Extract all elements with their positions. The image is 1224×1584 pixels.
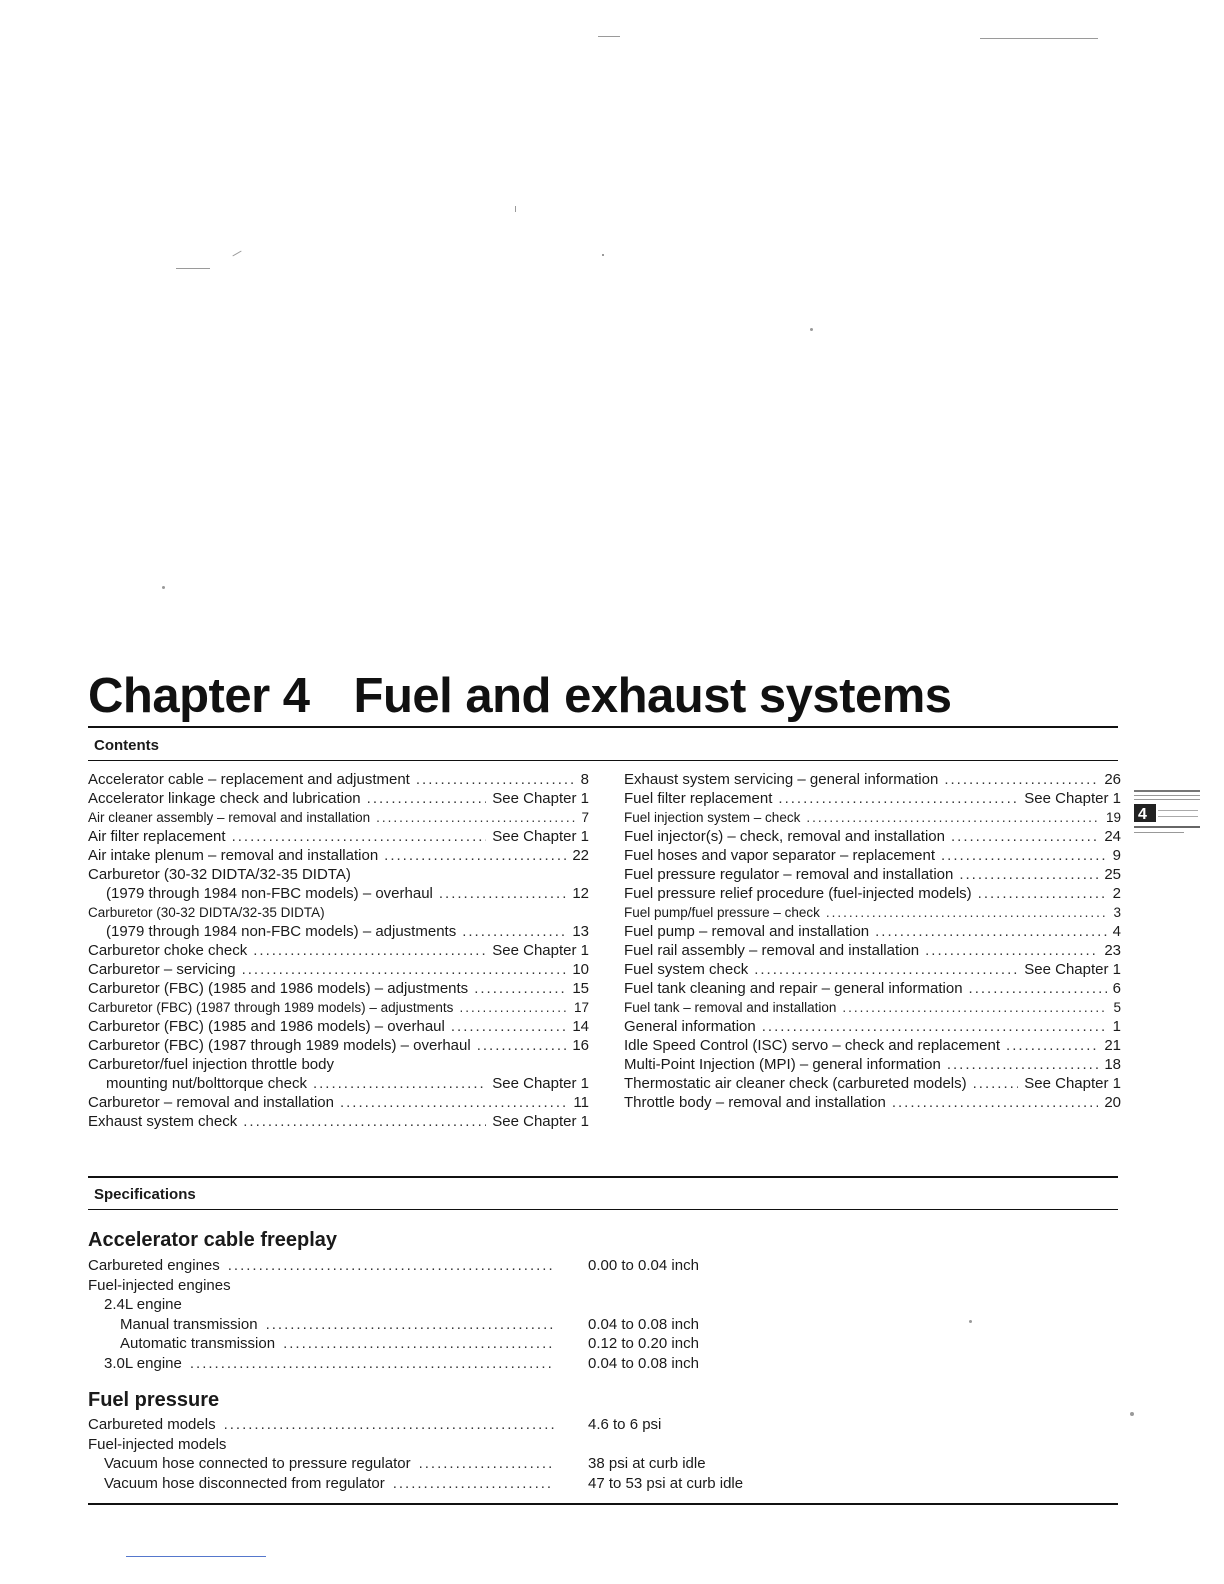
spec-row: Fuel-injected engines bbox=[88, 1276, 231, 1294]
specs-bottom-rule bbox=[88, 1503, 1118, 1505]
spec-row: Fuel-injected models bbox=[88, 1435, 227, 1453]
chapter-tab-number: 4 bbox=[1138, 806, 1147, 823]
toc-entry: Carburetor choke check ..... See Chapter 1 bbox=[88, 941, 589, 960]
toc-entry: Carburetor – removal and installation ..... 11 bbox=[88, 1093, 589, 1112]
scan-artifact bbox=[1130, 1412, 1134, 1416]
toc-entry: Fuel pressure regulator – removal and installation ..... 25 bbox=[624, 865, 1121, 884]
toc-entry: Fuel system check ..... See Chapter 1 bbox=[624, 960, 1121, 979]
scan-artifact bbox=[980, 38, 1098, 39]
fuel-pressure-spec-table bbox=[88, 1415, 788, 1493]
toc-entry: Accelerator linkage check and lubrication ..... See Chapter 1 bbox=[88, 789, 589, 808]
toc-entry: Carburetor (30-32 DIDTA/32-35 DIDTA) bbox=[88, 866, 351, 883]
toc-entry: Exhaust system servicing – general information ..... 26 bbox=[624, 770, 1121, 789]
accelerator-heading: Accelerator cable freeplay bbox=[88, 1229, 338, 1251]
toc-entry: Idle Speed Control (ISC) servo – check and replacement ..... 21 bbox=[624, 1036, 1121, 1055]
toc-entry: Carburetor/fuel injection throttle body bbox=[88, 1056, 334, 1073]
contents-label: Contents bbox=[94, 737, 159, 754]
toc-entry: Carburetor – servicing ..... 10 bbox=[88, 960, 589, 979]
scan-artifact bbox=[232, 251, 241, 257]
toc-entry: Fuel filter replacement ..... See Chapter 1 bbox=[624, 789, 1121, 808]
chapter-tab-marker bbox=[1134, 790, 1200, 840]
toc-entry: Air cleaner assembly – removal and installation ..... 7 bbox=[88, 808, 589, 827]
toc-entry: Fuel tank – removal and installation ..... 5 bbox=[624, 998, 1121, 1017]
toc-entry: Fuel pump – removal and installation ..... 4 bbox=[624, 922, 1121, 941]
spec-row: Vacuum hose connected to pressure regulator ..... 38 psi at curb idle bbox=[88, 1454, 788, 1474]
spec-row: Carbureted engines ..... 0.00 to 0.04 inch bbox=[88, 1256, 788, 1276]
toc-entry: Fuel rail assembly – removal and installation ..... 23 bbox=[624, 941, 1121, 960]
toc-entry: Carburetor (FBC) (1985 and 1986 models) – adjustments ..... 15 bbox=[88, 979, 589, 998]
contents-rule bbox=[88, 760, 1118, 761]
toc-entry: Fuel hoses and vapor separator – replacement ..... 9 bbox=[624, 846, 1121, 865]
chapter-number: Chapter 4 bbox=[88, 669, 310, 723]
spec-row: Manual transmission ..... 0.04 to 0.08 inch bbox=[88, 1315, 788, 1335]
scan-artifact bbox=[810, 328, 813, 331]
toc-entry: (1979 through 1984 non-FBC models) – overhaul ..... 12 bbox=[88, 884, 589, 903]
toc-entry: Carburetor (FBC) (1985 and 1986 models) – overhaul ..... 14 bbox=[88, 1017, 589, 1036]
toc-entry: Exhaust system check ..... See Chapter 1 bbox=[88, 1112, 589, 1131]
spec-row: Vacuum hose disconnected from regulator ..... 47 to 53 psi at curb idle bbox=[88, 1474, 788, 1494]
toc-entry: Fuel injection system – check ..... 19 bbox=[624, 808, 1121, 827]
specs-top-rule bbox=[88, 1176, 1118, 1178]
toc-entry: Thermostatic air cleaner check (carbureted models) ..... See Chapter 1 bbox=[624, 1074, 1121, 1093]
toc-entry: Throttle body – removal and installation ..... 20 bbox=[624, 1093, 1121, 1112]
toc-entry: Air intake plenum – removal and installation ..... 22 bbox=[88, 846, 589, 865]
scan-artifact bbox=[176, 268, 210, 269]
toc-entry: Fuel injector(s) – check, removal and installation ..... 24 bbox=[624, 827, 1121, 846]
toc-entry: Carburetor (FBC) (1987 through 1989 models) – adjustments ..... 17 bbox=[88, 998, 589, 1017]
toc-entry: Carburetor (FBC) (1987 through 1989 models) – overhaul ..... 16 bbox=[88, 1036, 589, 1055]
specifications-label: Specifications bbox=[94, 1186, 196, 1203]
scan-artifact bbox=[162, 586, 165, 589]
toc-entry: Accelerator cable – replacement and adjustment ..... 8 bbox=[88, 770, 589, 789]
spec-row: 3.0L engine ..... 0.04 to 0.08 inch bbox=[88, 1354, 788, 1374]
toc-entry: mounting nut/bolttorque check ..... See Chapter 1 bbox=[88, 1074, 589, 1093]
scan-artifact bbox=[598, 36, 620, 37]
spec-row: 2.4L engine bbox=[104, 1296, 182, 1313]
chapter-title bbox=[88, 668, 952, 724]
fuel-pressure-heading: Fuel pressure bbox=[88, 1389, 220, 1411]
toc-entry: Fuel pressure relief procedure (fuel-injected models) ..... 2 bbox=[624, 884, 1121, 903]
spec-row: Carbureted models ..... 4.6 to 6 psi bbox=[88, 1415, 788, 1435]
toc-entry: Fuel tank cleaning and repair – general information ..... 6 bbox=[624, 979, 1121, 998]
toc-entry: General information ..... 1 bbox=[624, 1017, 1121, 1036]
scan-artifact bbox=[515, 206, 516, 212]
toc-entry: Carburetor (30-32 DIDTA/32-35 DIDTA) bbox=[88, 905, 325, 920]
contents-left-column bbox=[88, 770, 589, 1131]
scan-artifact bbox=[969, 1320, 972, 1323]
scan-artifact bbox=[126, 1556, 266, 1557]
toc-entry: Fuel pump/fuel pressure – check ..... 3 bbox=[624, 903, 1121, 922]
chapter-name: Fuel and exhaust systems bbox=[353, 669, 952, 723]
toc-entry: (1979 through 1984 non-FBC models) – adjustments ..... 13 bbox=[88, 922, 589, 941]
toc-entry: Air filter replacement ..... See Chapter 1 bbox=[88, 827, 589, 846]
accelerator-spec-table bbox=[88, 1256, 788, 1373]
toc-entry: Multi-Point Injection (MPI) – general information ..... 18 bbox=[624, 1055, 1121, 1074]
title-rule bbox=[88, 726, 1118, 728]
scan-artifact bbox=[602, 254, 604, 256]
specs-label-rule bbox=[88, 1209, 1118, 1210]
spec-row: Automatic transmission ..... 0.12 to 0.20 inch bbox=[88, 1334, 788, 1354]
contents-right-column bbox=[624, 770, 1121, 1112]
